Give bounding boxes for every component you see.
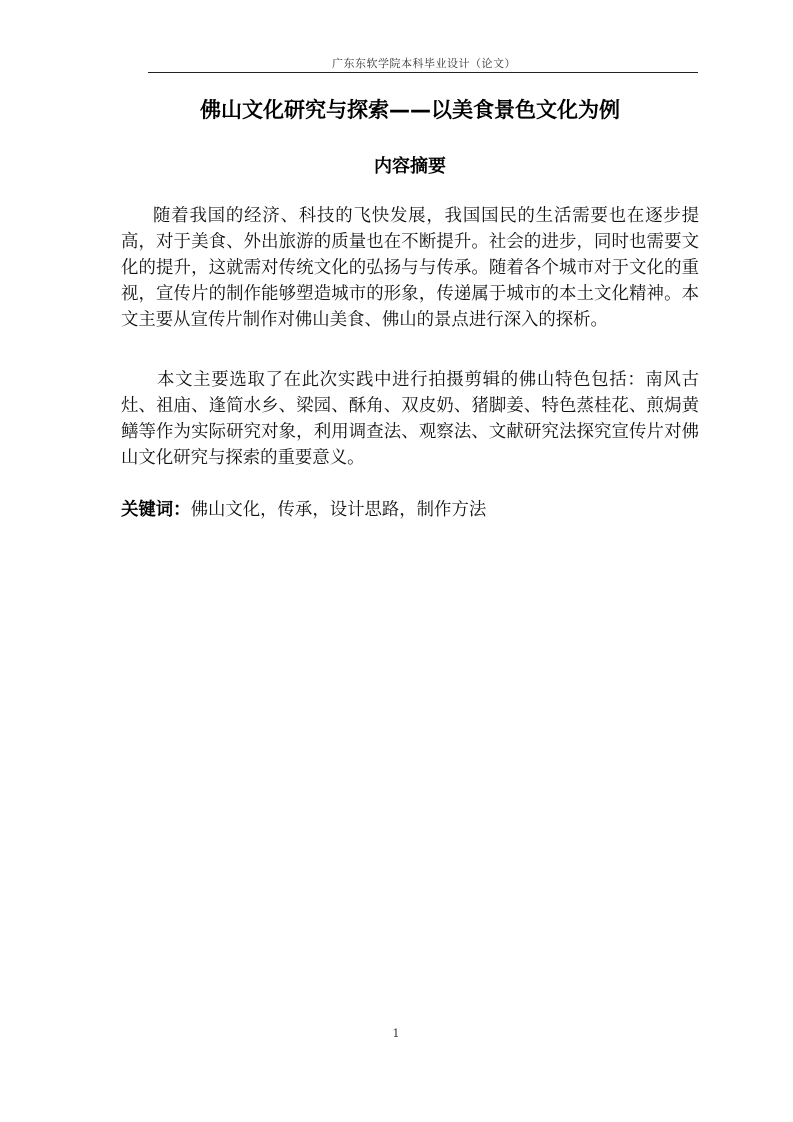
- keywords-line: [121, 497, 486, 523]
- keywords-text: 佛山文化，传承，设计思路，制作方法: [190, 500, 487, 520]
- keywords-label: 关键词：: [121, 500, 191, 520]
- abstract-paragraph-2: 本文主要选取了在此次实践中进行拍摄剪辑的佛山特色包括：南风古灶、祖庙、逢简水乡、梁园、酥角、双皮奶、猪脚姜、特色蒸桂花、煎焗黄鳝等作为实际研究对象，利用调查法、观察法、文献研究法探究宣传片对佛山文化研究与探索的重要意义。: [121, 370, 699, 468]
- page-number: 1: [392, 1027, 400, 1040]
- section-heading-abstract: 内容摘要: [374, 156, 446, 177]
- header-divider: [148, 72, 698, 73]
- abstract-paragraph-1: 随着我国的经济、科技的飞快发展，我国国民的生活需要也在逐步提高，对于美食、外出旅游的质量也在不断提升。社会的进步，同时也需要文化的提升，这就需对传统文化的弘扬与与传承。随着各个城市对于文化的重视，宣传片的制作能够塑造城市的形象，传递属于城市的本土文化精神。本文主要从宣传片制作对佛山美食、佛山的景点进行深入的探析。: [121, 206, 699, 330]
- page-header: 广东东软学院本科毕业设计（论文）: [332, 57, 516, 70]
- document-title: 佛山文化研究与探索——以美食景色文化为例: [200, 98, 620, 122]
